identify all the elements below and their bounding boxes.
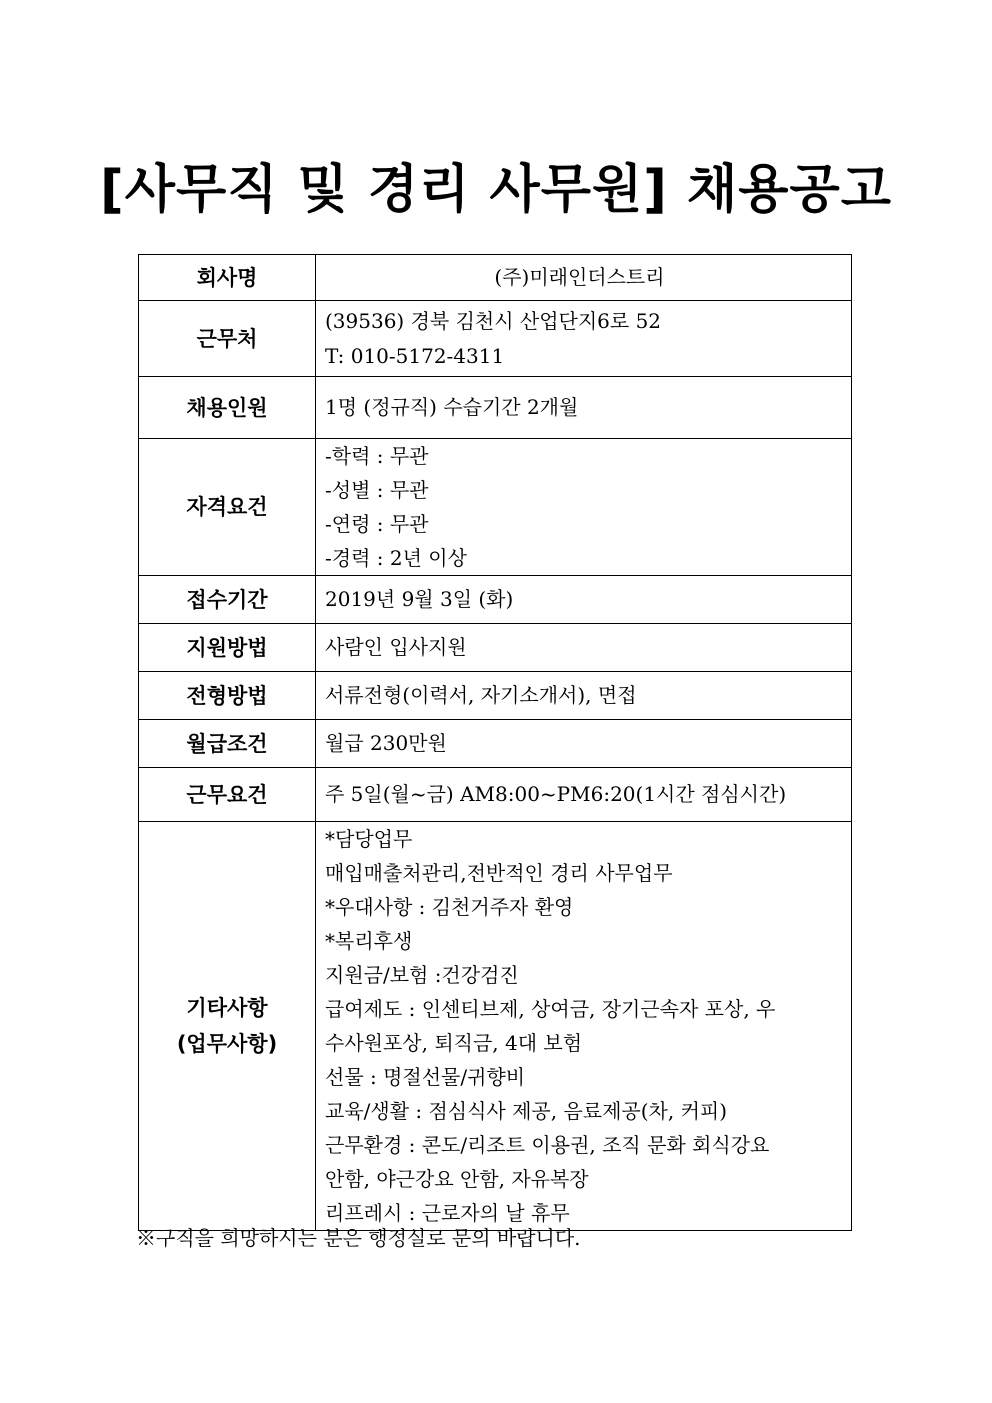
value-salary: 월급 230만원: [316, 720, 852, 768]
row-apply-method: [139, 624, 852, 672]
page-title: [사무직 및 경리 사무원] 채용공고: [100, 160, 892, 220]
label-salary: 월급조건: [139, 720, 316, 768]
row-period: [139, 576, 852, 624]
qualification-line: -성별 : 무관: [325, 478, 429, 502]
value-period: 2019년 9월 3일 (화): [316, 576, 852, 624]
label-etc-line1: 기타사항: [186, 996, 268, 1020]
label-company: 회사명: [139, 255, 316, 301]
etc-line: 급여제도 : 인센티브제, 상여금, 장기근속자 포상, 우: [325, 997, 776, 1021]
label-qualifications: 자격요건: [139, 439, 316, 576]
etc-line: 안함, 야근강요 안함, 자유복장: [325, 1167, 589, 1191]
value-company: (주)미래인더스트리: [316, 255, 852, 301]
label-etc: [139, 822, 316, 1231]
etc-line: 수사원포상, 퇴직금, 4대 보험: [325, 1031, 583, 1055]
row-hours: [139, 768, 852, 822]
etc-line: 교육/생활 : 점심식사 제공, 음료제공(차, 커피): [325, 1099, 728, 1123]
row-qualifications: [139, 439, 852, 576]
label-apply-method: 지원방법: [139, 624, 316, 672]
label-hours: 근무요건: [139, 768, 316, 822]
workplace-phone: T: 010-5172-4311: [325, 343, 505, 368]
etc-line: 매입매출처관리,전반적인 경리 사무업무: [325, 861, 673, 885]
etc-line: *담당업무: [325, 827, 413, 851]
value-apply-method: 사람인 입사지원: [316, 624, 852, 672]
row-screening: [139, 672, 852, 720]
row-workplace: [139, 301, 852, 377]
qualification-line: -연령 : 무관: [325, 512, 429, 536]
label-headcount: 채용인원: [139, 377, 316, 439]
row-company: [139, 255, 852, 301]
row-salary: [139, 720, 852, 768]
etc-line: 리프레시 : 근로자의 날 휴무: [325, 1201, 570, 1225]
value-workplace: [316, 301, 852, 377]
footer-note: ※구직을 희망하시는 분은 행정실로 문의 바랍니다.: [136, 1226, 581, 1250]
etc-line: *복리후생: [325, 929, 413, 953]
qualification-line: -학력 : 무관: [325, 444, 429, 468]
label-period: 접수기간: [139, 576, 316, 624]
label-etc-line2: (업무사항): [176, 1032, 278, 1056]
row-etc: [139, 822, 852, 1231]
value-screening: 서류전형(이력서, 자기소개서), 면접: [316, 672, 852, 720]
etc-line: 지원금/보험 :건강검진: [325, 963, 519, 987]
label-workplace: 근무처: [139, 301, 316, 377]
label-screening: 전형방법: [139, 672, 316, 720]
value-headcount: 1명 (정규직) 수습기간 2개월: [316, 377, 852, 439]
value-etc: [316, 822, 852, 1231]
qualification-line: -경력 : 2년 이상: [325, 546, 467, 570]
etc-line: 근무환경 : 콘도/리조트 이용권, 조직 문화 회식강요: [325, 1133, 770, 1157]
row-headcount: [139, 377, 852, 439]
etc-line: 선물 : 명절선물/귀향비: [325, 1065, 526, 1089]
value-qualifications: [316, 439, 852, 576]
workplace-address: (39536) 경북 김천시 산업단지6로 52: [325, 309, 662, 333]
job-posting-table: [138, 254, 852, 1231]
value-hours: 주 5일(월~금) AM8:00~PM6:20(1시간 점심시간): [316, 768, 852, 822]
etc-line: *우대사항 : 김천거주자 환영: [325, 895, 574, 919]
